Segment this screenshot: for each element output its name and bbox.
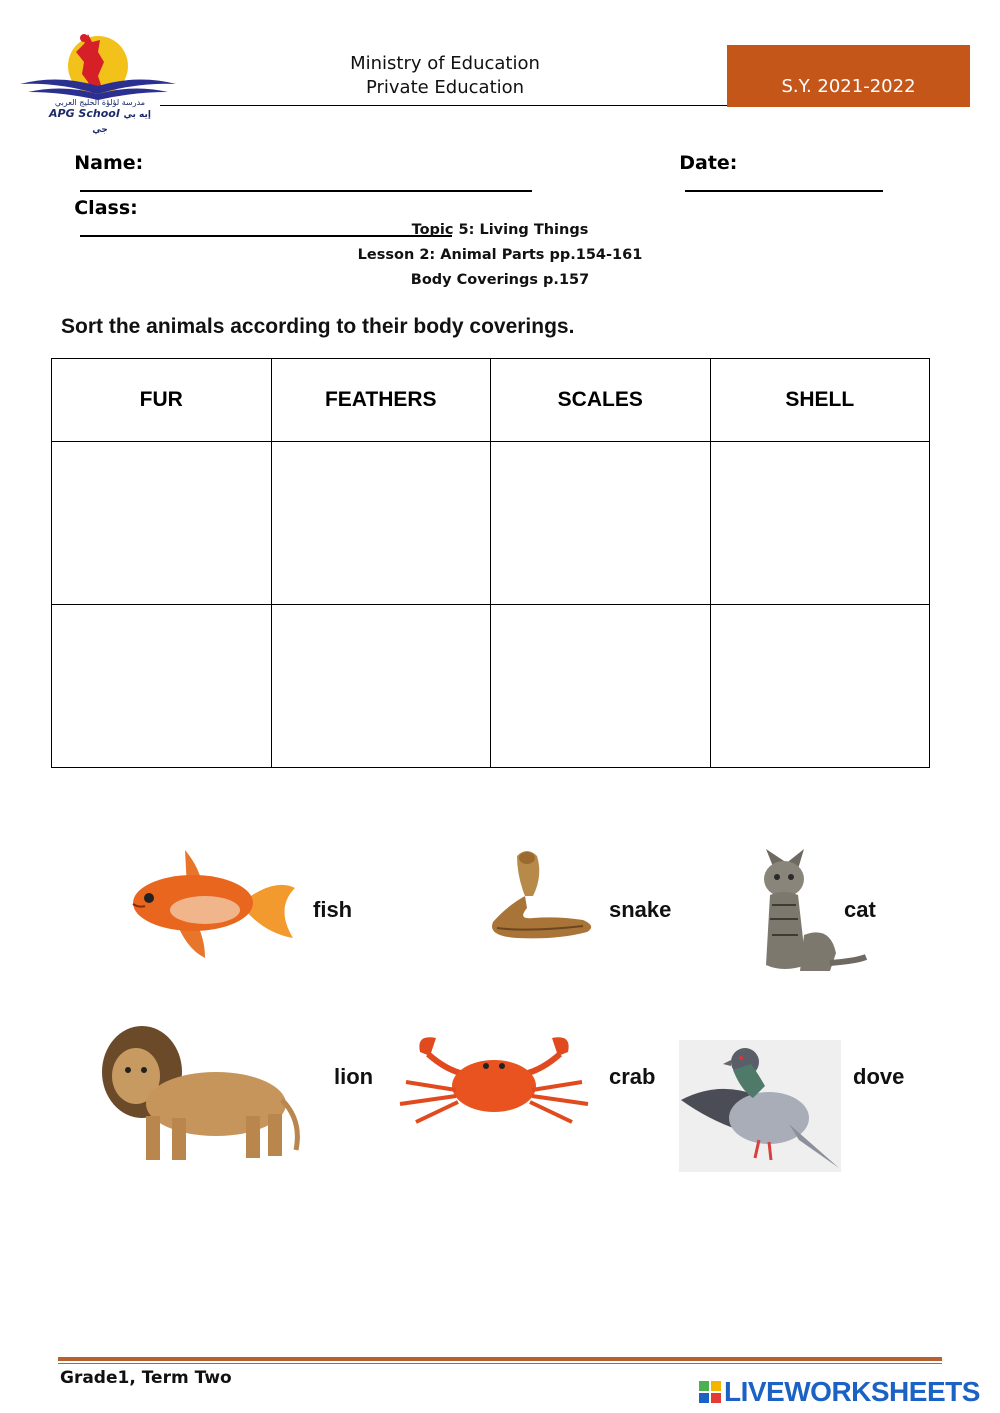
label-lion[interactable]: lion (334, 1064, 374, 1089)
drop-cell-feathers-1[interactable] (271, 442, 491, 605)
date-line[interactable] (685, 174, 883, 192)
label-fish[interactable]: fish (313, 897, 353, 922)
school-name-arabic: مدرسة لؤلؤة الخليج العربي (54, 98, 146, 107)
drop-cell-shell-2[interactable] (710, 605, 930, 768)
cobra-image[interactable] (487, 846, 597, 944)
date-label: Date: (679, 152, 738, 174)
label-cat[interactable]: cat (844, 897, 876, 922)
header-feathers: FEATHERS (271, 359, 491, 442)
footer-rule-thick (58, 1357, 942, 1361)
instruction-text: Sort the animals according to their body coverings. (61, 315, 575, 338)
drop-cell-feathers-2[interactable] (271, 605, 491, 768)
header-fur: FUR (52, 359, 272, 442)
table-row (52, 442, 930, 605)
drop-cell-fur-1[interactable] (52, 442, 272, 605)
lion-image[interactable] (96, 1020, 308, 1162)
header-shell: SHELL (710, 359, 930, 442)
drop-cell-fur-2[interactable] (52, 605, 272, 768)
topic-line1: Topic 5: Living Things (411, 222, 589, 238)
header-scales: SCALES (491, 359, 711, 442)
date-field (666, 130, 883, 197)
school-name-latin: APG School (49, 107, 120, 120)
goldfish-image[interactable] (125, 848, 297, 960)
school-year-badge: S.Y. 2021-2022 (727, 45, 970, 107)
label-snake[interactable]: snake (609, 897, 672, 922)
table-header-row (52, 359, 930, 442)
topic-line3: Body Coverings p.157 (410, 272, 590, 288)
liveworksheets-logo-icon (698, 1375, 724, 1409)
grade-term: Grade1, Term Two (60, 1368, 232, 1388)
crab-image[interactable] (396, 1030, 592, 1130)
drop-cell-shell-1[interactable] (710, 442, 930, 605)
school-abbrev-arabic: إيه بي جي (92, 110, 151, 135)
table-row (52, 605, 930, 768)
drop-cell-scales-1[interactable] (491, 442, 711, 605)
sort-table (51, 358, 930, 768)
pigeon-image[interactable] (679, 1040, 841, 1172)
liveworksheets-brand[interactable]: LIVEWORKSHEETS (724, 1376, 980, 1407)
footer-rule-thin (58, 1363, 942, 1364)
name-label: Name: (74, 152, 144, 174)
ministry-heading (300, 52, 590, 100)
label-crab[interactable]: crab (609, 1064, 656, 1089)
ministry-line2: Private Education (365, 77, 525, 98)
label-dove[interactable]: dove (853, 1064, 905, 1089)
header-divider (160, 105, 728, 106)
topic-block (300, 218, 700, 293)
topic-line2: Lesson 2: Animal Parts pp.154-161 (357, 247, 643, 263)
drop-cell-scales-2[interactable] (491, 605, 711, 768)
class-label: Class: (74, 197, 138, 219)
ministry-line1: Ministry of Education (350, 53, 540, 74)
